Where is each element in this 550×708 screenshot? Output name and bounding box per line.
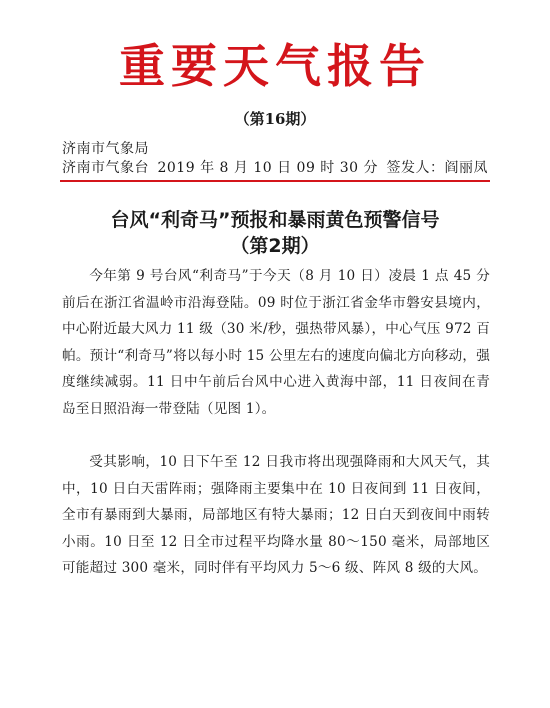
paragraph-text: 受其影响，10 日下午至 12 日我市将出现强降雨和大风天气，其中，10 日白天雷阵雨；强降雨主要集中在 10 日夜间到 11 日夜间，全市有暴雨到大暴雨，局部地区有特大暴雨；12 日白天到夜间中雨转小雨。10 日至 12 日全市过程平均降水量 80～150 毫米，局部地区可能超过 300 毫米，同时伴有平均风力 5～6 级、阵风 8 级的大风。: [62, 454, 490, 576]
document-title: 台风“利奇马”预报和暴雨黄色预警信号: [110, 209, 440, 231]
red-divider: [60, 180, 490, 182]
signer: 签发人：阎丽凤: [386, 160, 488, 176]
paragraph-text: 今年第 9 号台风“利奇马”于今天（8 月 10 日）凌晨 1 点 45 分前后在浙江省温岭市沿海登陆。09 时位于浙江省金华市磐安县境内，中心附近最大风力 11 级（30 米/秒，强热带风暴），中心气压 972 百帕。预计“利奇马”将以每小时 15 公里左右的速度向偏北方向移动，强度继续减弱。11 日中午前后台风中心进入黄海中部，11 日夜间在青岛至日照沿海一带登陆（见图 1）。: [62, 268, 490, 417]
report-title: 重要天气报告: [119, 39, 431, 93]
agency-name: 济南市气象局: [62, 141, 149, 157]
issuing-office: 济南市气象台: [62, 160, 149, 176]
document-subtitle: （第2期）: [230, 235, 320, 257]
issuing-line: [62, 157, 488, 177]
issue-time: 2019 年 8 月 10 日 09 时 30 分: [157, 160, 379, 176]
paragraph-local-impact: [62, 449, 490, 582]
paragraph-typhoon-status: [62, 263, 490, 422]
issue-number: （第16期）: [234, 110, 316, 128]
